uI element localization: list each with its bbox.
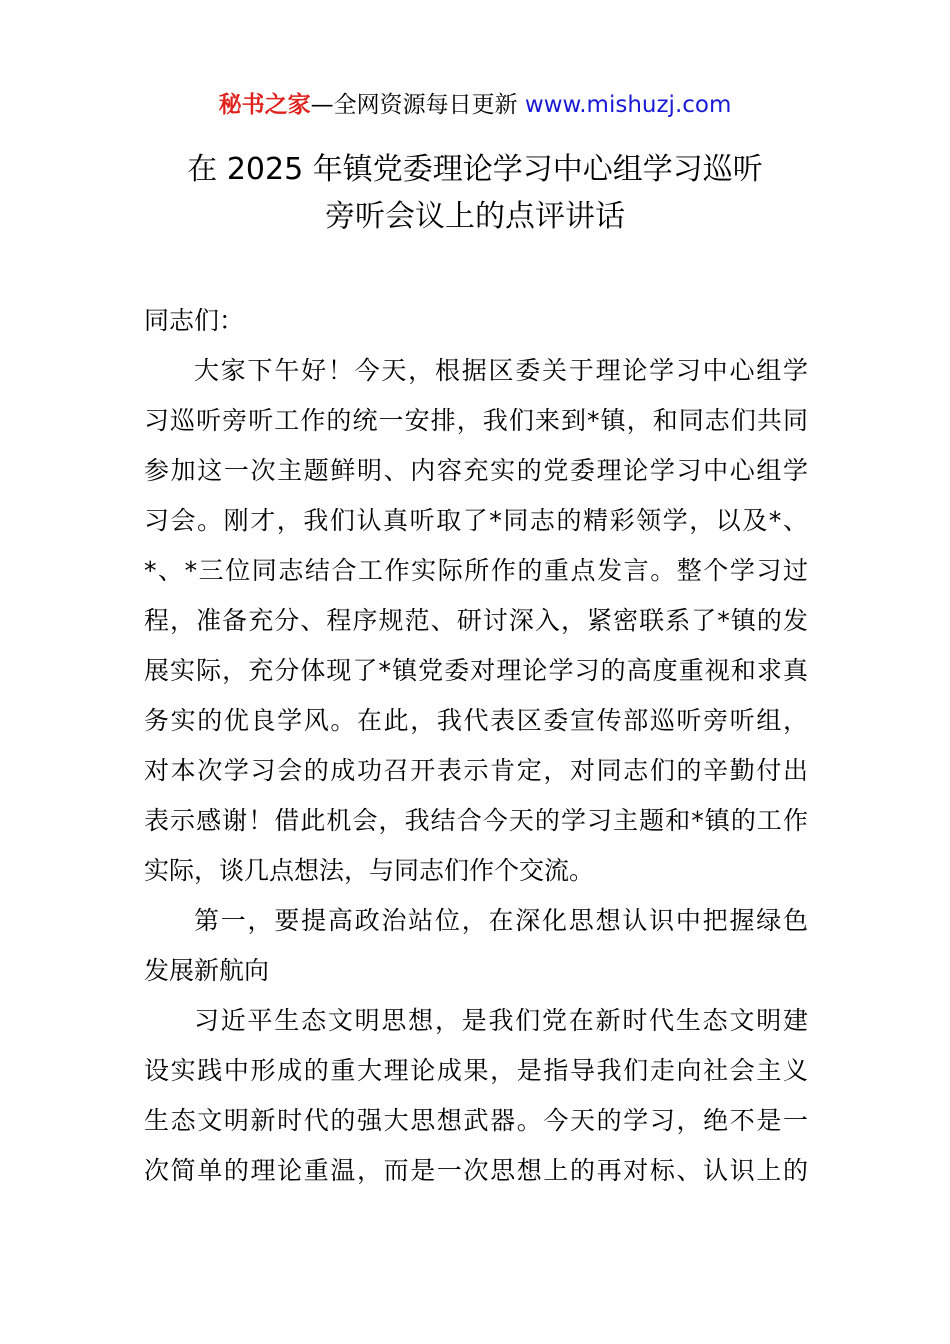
paragraph-line: 实际，谈几点想法，与同志们作个交流。 [144, 856, 595, 885]
heading-line: 发展新航向 [144, 956, 270, 985]
paragraph-line: 习近平生态文明思想，是我们党在新时代生态文明建 [194, 1006, 808, 1035]
paragraph-line: 习巡听旁听工作的统一安排，我们来到*镇，和同志们共同 [144, 406, 808, 435]
site-tagline: —全网资源每日更新 [310, 92, 525, 118]
document-body [144, 296, 808, 1196]
page-header [0, 88, 950, 122]
salutation: 同志们： [144, 306, 245, 335]
title-line: 旁听会议上的点评讲话 [325, 199, 625, 234]
paragraph [144, 346, 808, 896]
paragraph-line: 程，准备充分、程序规范、研讨深入，紧密联系了*镇的发 [144, 606, 808, 635]
paragraph-line: 表示感谢！借此机会，我结合今天的学习主题和*镇的工作 [144, 806, 808, 835]
paragraph-line: 次简单的理论重温，而是一次思想上的再对标、认识上的 [144, 1156, 808, 1185]
paragraph-line: 对本次学习会的成功召开表示肯定，对同志们的辛勤付出 [144, 756, 808, 785]
paragraph-line: 生态文明新时代的强大思想武器。今天的学习，绝不是一 [144, 1106, 808, 1135]
paragraph-line: 务实的优良学风。在此，我代表区委宣传部巡听旁听组， [144, 706, 808, 735]
paragraph-line: 习会。刚才，我们认真听取了*同志的精彩领学，以及*、 [144, 506, 808, 535]
paragraph-line: *、*三位同志结合工作实际所作的重点发言。整个学习过 [144, 556, 808, 585]
title-line: 在 2025 年镇党委理论学习中心组学习巡听 [187, 152, 763, 187]
paragraph-line: 展实际，充分体现了*镇党委对理论学习的高度重视和求真 [144, 656, 808, 685]
paragraph [144, 996, 808, 1196]
paragraph-line: 设实践中形成的重大理论成果，是指导我们走向社会主义 [144, 1056, 808, 1085]
heading-line: 第一，要提高政治站位，在深化思想认识中把握绿色 [194, 906, 808, 935]
site-url-link[interactable]: www.mishuzj.com [524, 92, 732, 118]
site-brand: 秘书之家 [218, 92, 311, 118]
section-heading [144, 896, 808, 996]
paragraph-line: 大家下午好！今天，根据区委关于理论学习中心组学 [194, 356, 808, 385]
document-title [0, 146, 950, 240]
paragraph-line: 参加这一次主题鲜明、内容充实的党委理论学习中心组学 [144, 456, 808, 485]
